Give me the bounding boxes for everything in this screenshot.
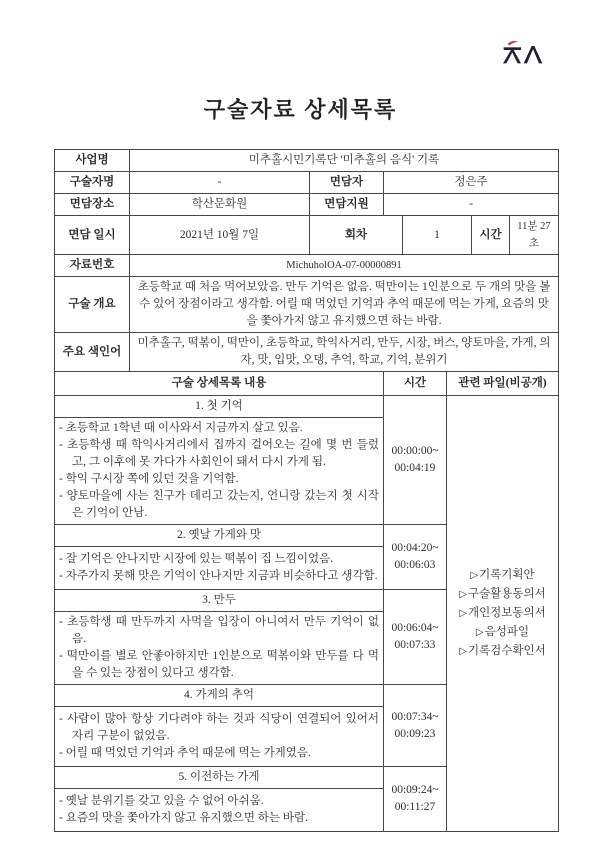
session-value: 1 [403,216,472,255]
bullet-item: - 사람이 많아 항상 기다려야 하는 것과 식당이 연결되어 있어서 자리 구분이 없었음. [59,713,379,742]
date-value: 2021년 10월 7일 [130,216,310,255]
time-end: 00:09:23 [394,727,436,740]
duration-value: 11분 27초 [510,216,559,255]
row-date [55,216,559,255]
time-start: 00:09:24~ [391,784,439,796]
bullet-item: - 학익 구시장 쪽에 있던 것을 기억함. [59,473,239,485]
time-start: 00:00:00~ [391,445,439,457]
bullet-item: - 요즘의 맛을 쫓아가지 않고 유지했으면 하는 바람. [59,812,309,824]
detail-header-files: 관련 파일(비공개) [447,372,559,396]
section-time [384,767,447,832]
brand-logo-icon [501,38,545,66]
file-item [451,642,554,661]
row-project [55,150,559,172]
detail-header-time: 시간 [384,372,447,396]
narrator-value: - [130,172,310,194]
info-table-top [54,149,559,216]
date-label: 면담 일시 [55,216,130,255]
overview-label: 구술 개요 [55,277,130,333]
place-label: 면담장소 [55,194,130,216]
brand-logo-svg [501,38,545,66]
file-label: 개인정보동의서 [467,607,546,619]
bullet-item: - 떡만이를 별로 안좋아하지만 1인분으로 떡볶이와 만두를 다 먹을 수 있는 장점이 있다고 생각함. [59,650,379,679]
doc-no-value: MichuholOA-07-00000891 [130,255,559,277]
time-end: 00:06:03 [394,559,436,571]
row-narrator [55,172,559,194]
interviewer-value: 정은주 [384,172,559,194]
row-keywords [55,333,559,372]
doc-no-label: 자료번호 [55,255,130,277]
file-label: 구술활용동의서 [467,588,546,600]
file-item [451,566,554,585]
file-label: 기록검수확인서 [467,645,546,657]
row-place [55,194,559,216]
duration-label: 시간 [472,216,510,255]
support-label: 면담지원 [310,194,384,216]
section-title: 2. 옛날 가게와 맛 [55,525,384,547]
page-title: 구술자료 상세목록 [203,97,398,122]
row-doc-no [55,255,559,277]
triangle-bullet-icon: ▷ [470,570,479,581]
narrator-label: 구술자명 [55,172,130,194]
section-time [384,525,447,590]
time-start: 00:06:04~ [391,622,439,634]
time-end: 00:11:27 [394,801,436,813]
info-table-bottom [54,254,559,372]
triangle-bullet-icon: ▷ [459,589,467,600]
section-time [384,590,447,685]
section-title: 1. 첫 기억 [55,396,384,418]
bullet-item: - 잘 기억은 안나지만 시장에 있는 떡볶이 집 느낌이었음. [59,553,334,565]
time-end: 00:07:33 [394,639,436,651]
triangle-bullet-icon: ▷ [475,627,484,638]
row-overview [55,277,559,333]
detail-list-document [54,149,558,832]
interviewer-label: 면담자 [310,172,384,194]
section-title: 4. 가게의 추억 [55,685,384,707]
bullet-item: - 양토마을에 사는 친구가 데리고 갔는지, 언니랑 갔는지 첫 시작은 기억이 안남. [59,490,379,519]
section-body [55,707,384,767]
project-value: 미추홀시민기록단 '미추홀의 음식' 기록 [130,150,559,172]
session-label: 회차 [310,216,403,255]
time-start: 00:04:20~ [391,542,439,554]
section-body [55,612,384,685]
keywords-label: 주요 색인어 [55,333,130,372]
triangle-bullet-icon: ▷ [459,646,467,657]
time-end: 00:04:19 [394,462,436,474]
section-title: 3. 만두 [55,590,384,612]
detail-table [54,371,559,832]
section-body [55,547,384,590]
time-start: 00:07:34~ [391,710,439,723]
file-label: 음성파일 [484,626,530,638]
section-title: 5. 이전하는 가게 [55,767,384,789]
file-item [451,623,554,642]
detail-header-row [55,372,559,396]
bullet-item: - 자주가지 못해 맛은 기억이 안나지만 지금과 비슷하다고 생각함. [59,570,378,582]
info-table-date [54,215,559,255]
file-label: 기록기획안 [479,569,535,581]
file-item [451,604,554,623]
section-time [384,685,447,767]
related-files-cell [447,396,559,832]
section-time [384,396,447,525]
bullet-item: - 초등학생 때 만두까지 사먹을 입장이 아니여서 만두 기억이 없음. [59,616,379,645]
bullet-item: - 초등학교 1학년 때 이사와서 지금까지 살고 있음. [59,422,303,434]
support-value: - [384,194,559,216]
bullet-item: - 옛날 분위기를 갖고 있을 수 없어 아쉬움. [59,795,264,807]
overview-value: 초등학교 때 처음 먹어보았음. 만두 기억은 없음. 떡만이는 1인분으로 두 개의 맛을 볼 수 있어 장점이라고 생각함. 어릴 때 먹었던 기억과 추억 때문에 먹는 가게, 요즘의 맛을 쫓아가지 않고 유지했으면 하는 바람. [130,277,559,333]
section-1-title-row [55,396,559,418]
place-value: 학산문화원 [130,194,310,216]
bullet-item: - 어릴 때 먹었던 기억과 추억 때문에 먹는 가게였음. [59,747,311,759]
section-body [55,418,384,525]
triangle-bullet-icon: ▷ [459,608,467,619]
file-item [451,585,554,604]
detail-header-content: 구술 상세목록 내용 [55,372,384,396]
bullet-item: - 초등학생 때 학익사거리에서 집까지 걸어오는 길에 몇 번 들렀고, 그 이후에 못 가다가 사회인이 돼서 다시 가게 됨. [59,439,379,468]
project-label: 사업명 [55,150,130,172]
keywords-value: 미추홀구, 떡볶이, 떡만이, 초등학교, 학익사거리, 만두, 시장, 버스, 양토마을, 가게, 의자, 맛, 입맛, 오뎅, 추억, 학교, 기억, 분위기 [130,333,559,372]
section-body [55,789,384,832]
